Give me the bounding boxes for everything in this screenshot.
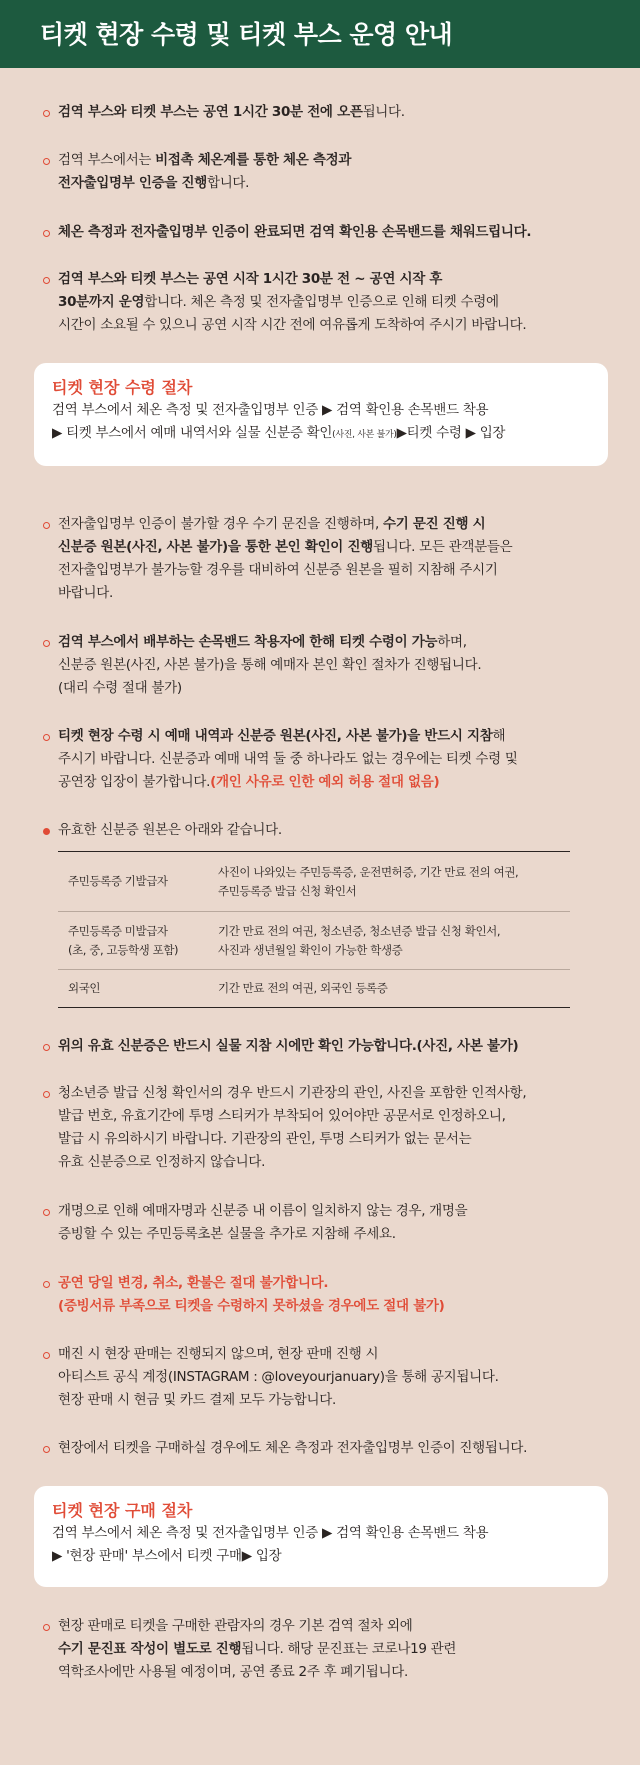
notice-item-onsite-questionnaire [58,1615,608,1684]
notice-item-booth-hours [58,268,608,337]
purchase-procedure-box [34,1486,608,1587]
id-doc-list [208,852,570,912]
notice-text: 청소년증 발급 신청 확인서의 경우 반드시 기관장의 관인, 사진을 포함한 인적사항, [58,1085,527,1101]
notice-text: 역학조사에만 사용될 예정이며, 공연 종료 2주 후 폐기됩니다. [58,1664,408,1680]
notice-text: 발급 시 유의하시기 바랍니다. 기관장의 관인, 투명 스티커가 없는 문서는 [58,1131,472,1147]
pickup-procedure-box [34,363,608,466]
notice-text: 현장 판매 시 현금 및 카드 결제 모두 가능합니다. [58,1392,337,1408]
notice-item-name-change [58,1200,608,1246]
pickup-procedure-title: 티켓 현장 수령 절차 [52,378,193,397]
notice-text-bold: 30분까지 운영 [58,294,145,310]
id-doc-list [208,970,570,1008]
notice-text: 하며, [437,634,467,650]
table-row [58,852,570,912]
notice-text-bold: 수기 문진표 작성이 별도로 진행 [58,1641,242,1657]
id-doc-text: 사진과 생년월일 확인이 가능한 학생증 [218,942,403,957]
notice-text: 주시기 바랍니다. 신분증과 예매 내역 둘 중 하나라도 없는 경우에는 티켓 수령 및 [58,751,518,767]
notice-text: 개명으로 인해 예매자명과 신분증 내 이름이 일치하지 않는 경우, 개명을 [58,1203,468,1219]
notice-text: 검역 부스에서는 [58,152,156,168]
id-type-text: 외국인 [68,981,101,995]
notice-item-wristband-pickup [58,631,608,700]
notice-text: 바랍니다. [58,585,113,601]
notice-text-bold: 수기 문진 진행 시 [382,516,486,532]
id-type-text: (초, 중, 고등학생 포함) [68,942,179,957]
id-type-text: 주민등록증 기발급자 [68,874,168,888]
purchase-procedure-title: 티켓 현장 구매 절차 [52,1501,193,1520]
id-doc-text: 주민등록증 발급 신청 확인서 [218,883,357,898]
notice-item-temperature [58,149,608,195]
id-doc-text: 사진이 나와있는 주민등록증, 운전면허증, 기간 만료 전의 여권, [218,864,519,879]
purchase-procedure-step-2: ▶ '현장 판매' 부스에서 티켓 구매▶ 입장 [52,1548,282,1564]
notice-text-red: (증빙서류 부족으로 티켓을 수령하지 못하셨을 경우에도 절대 불가) [58,1298,445,1314]
notice-text: 아티스트 공식 계정(INSTAGRAM : @loveyourjanuary)을 통해 공지됩니다. [58,1369,499,1385]
notice-text-bold: 티켓 현장 수령 시 예매 내역과 신분증 원본(사진, 사본 불가)을 반드시 지참 [58,728,493,744]
notice-text: 됩니다. [362,104,405,120]
notice-item-bring-id [58,725,608,794]
notice-text: 합니다. [206,175,250,191]
notice-text: 전자출입명부가 불가능할 경우를 대비하여 신분증 원본을 필히 지참해 주시기 [58,562,498,578]
notice-text-bold: 신분증 원본(사진, 사본 불가)을 통한 본인 확인이 진행 [58,539,373,555]
notice-item-manual-questionnaire [58,513,608,605]
notice-text-red: (개인 사유로 인한 예외 허용 절대 없음) [210,774,440,790]
id-type-text: 주민등록증 미발급자 [68,923,168,938]
notice-text: 현장에서 티켓을 구매하실 경우에도 체온 측정과 전자출입명부 인증이 진행됩니다. [58,1440,528,1456]
notice-text-bold: 위의 유효 신분증은 반드시 실물 지참 시에만 확인 가능합니다.(사진, 사본 불가) [58,1038,519,1054]
notice-text-bold: 검역 부스와 티켓 부스는 공연 1시간 30분 전에 오픈 [58,104,363,120]
pickup-procedure-step-2 [52,422,590,447]
page-header [0,0,640,68]
notice-item-onsite-check [58,1437,608,1460]
notice-text: 유효한 신분증 원본은 아래와 같습니다. [58,822,282,838]
notice-text-bold: 체온 측정과 전자출입명부 인증이 완료되면 검역 확인용 손목밴드를 채워드립니다. [58,224,532,240]
notice-item-wristband [58,221,608,244]
valid-id-table [58,851,570,1008]
notice-text-bold: 검역 부스에서 배부하는 손목밴드 착용자에 한해 티켓 수령이 가능 [58,634,438,650]
notice-text: (대리 수령 절대 불가) [58,680,182,696]
notice-text: 됩니다. 해당 문진표는 코로나19 관련 [241,1641,457,1657]
notice-text: 합니다. 체온 측정 및 전자출입명부 인증으로 인해 티켓 수령에 [144,294,499,310]
notice-text: 전자출입명부 인증이 불가할 경우 수기 문진을 진행하며, [58,516,383,532]
id-doc-text: 기간 만료 전의 여권, 외국인 등록증 [218,981,388,995]
procedure-note: (사진, 사본 불가) [332,430,397,440]
notice-text: 매진 시 현장 판매는 진행되지 않으며, 현장 판매 진행 시 [58,1346,379,1362]
notice-text: 시간이 소요될 수 있으니 공연 시작 시간 전에 여유롭게 도착하여 주시기 바랍니다. [58,317,527,333]
notice-text-bold: 검역 부스와 티켓 부스는 공연 시작 1시간 30분 전 ~ 공연 시작 후 [58,271,443,287]
notice-text-bold: 비접촉 체온계를 통한 체온 측정과 [155,152,352,168]
id-holder-type [58,852,208,912]
notice-text: 신분증 원본(사진, 사본 불가)을 통해 예매자 본인 확인 절차가 진행됩니다. [58,657,482,673]
purchase-procedure-step-1: 검역 부스에서 체온 측정 및 전자출입명부 인증 ▶ 검역 확인용 손목밴드 착용 [52,1525,489,1541]
table-row [58,970,570,1008]
notice-item-no-refund [58,1272,608,1318]
notice-item-physical-id-only [58,1035,608,1058]
procedure-text: ▶ 티켓 부스에서 예매 내역서와 실물 신분증 확인 [52,425,333,441]
id-holder-type [58,912,208,970]
notice-text: 해 [492,728,506,744]
notice-text-bold: 전자출입명부 인증을 진행 [58,175,207,191]
notice-text: 증빙할 수 있는 주민등록초본 실물을 추가로 지참해 주세요. [58,1226,396,1242]
notice-text-red: 공연 당일 변경, 취소, 환불은 절대 불가합니다. [58,1275,329,1291]
notice-text: 공연장 입장이 불가합니다. [58,774,211,790]
id-doc-list [208,912,570,970]
notice-text: 유효 신분증으로 인정하지 않습니다. [58,1154,266,1170]
id-holder-type [58,970,208,1008]
notice-item-valid-id-intro [58,819,608,842]
id-doc-text: 기간 만료 전의 여권, 청소년증, 청소년증 발급 신청 확인서, [218,923,501,938]
notice-item-youth-id [58,1082,608,1174]
notice-text: 발급 번호, 유효기간에 투명 스티커가 부착되어 있어야만 공문서로 인정하오니, [58,1108,506,1124]
procedure-text: ▶티켓 수령 ▶ 입장 [396,425,506,441]
table-row [58,912,570,970]
page-title: 티켓 현장 수령 및 티켓 부스 운영 안내 [40,20,453,49]
notice-text: 현장 판매로 티켓을 구매한 관람자의 경우 기본 검역 절차 외에 [58,1618,413,1634]
notice-text: 됩니다. 모든 관객분들은 [372,539,513,555]
notice-item-onsite-sales [58,1343,608,1412]
notice-item-booth-open [58,101,608,124]
pickup-procedure-step-1: 검역 부스에서 체온 측정 및 전자출입명부 인증 ▶ 검역 확인용 손목밴드 착용 [52,402,489,418]
